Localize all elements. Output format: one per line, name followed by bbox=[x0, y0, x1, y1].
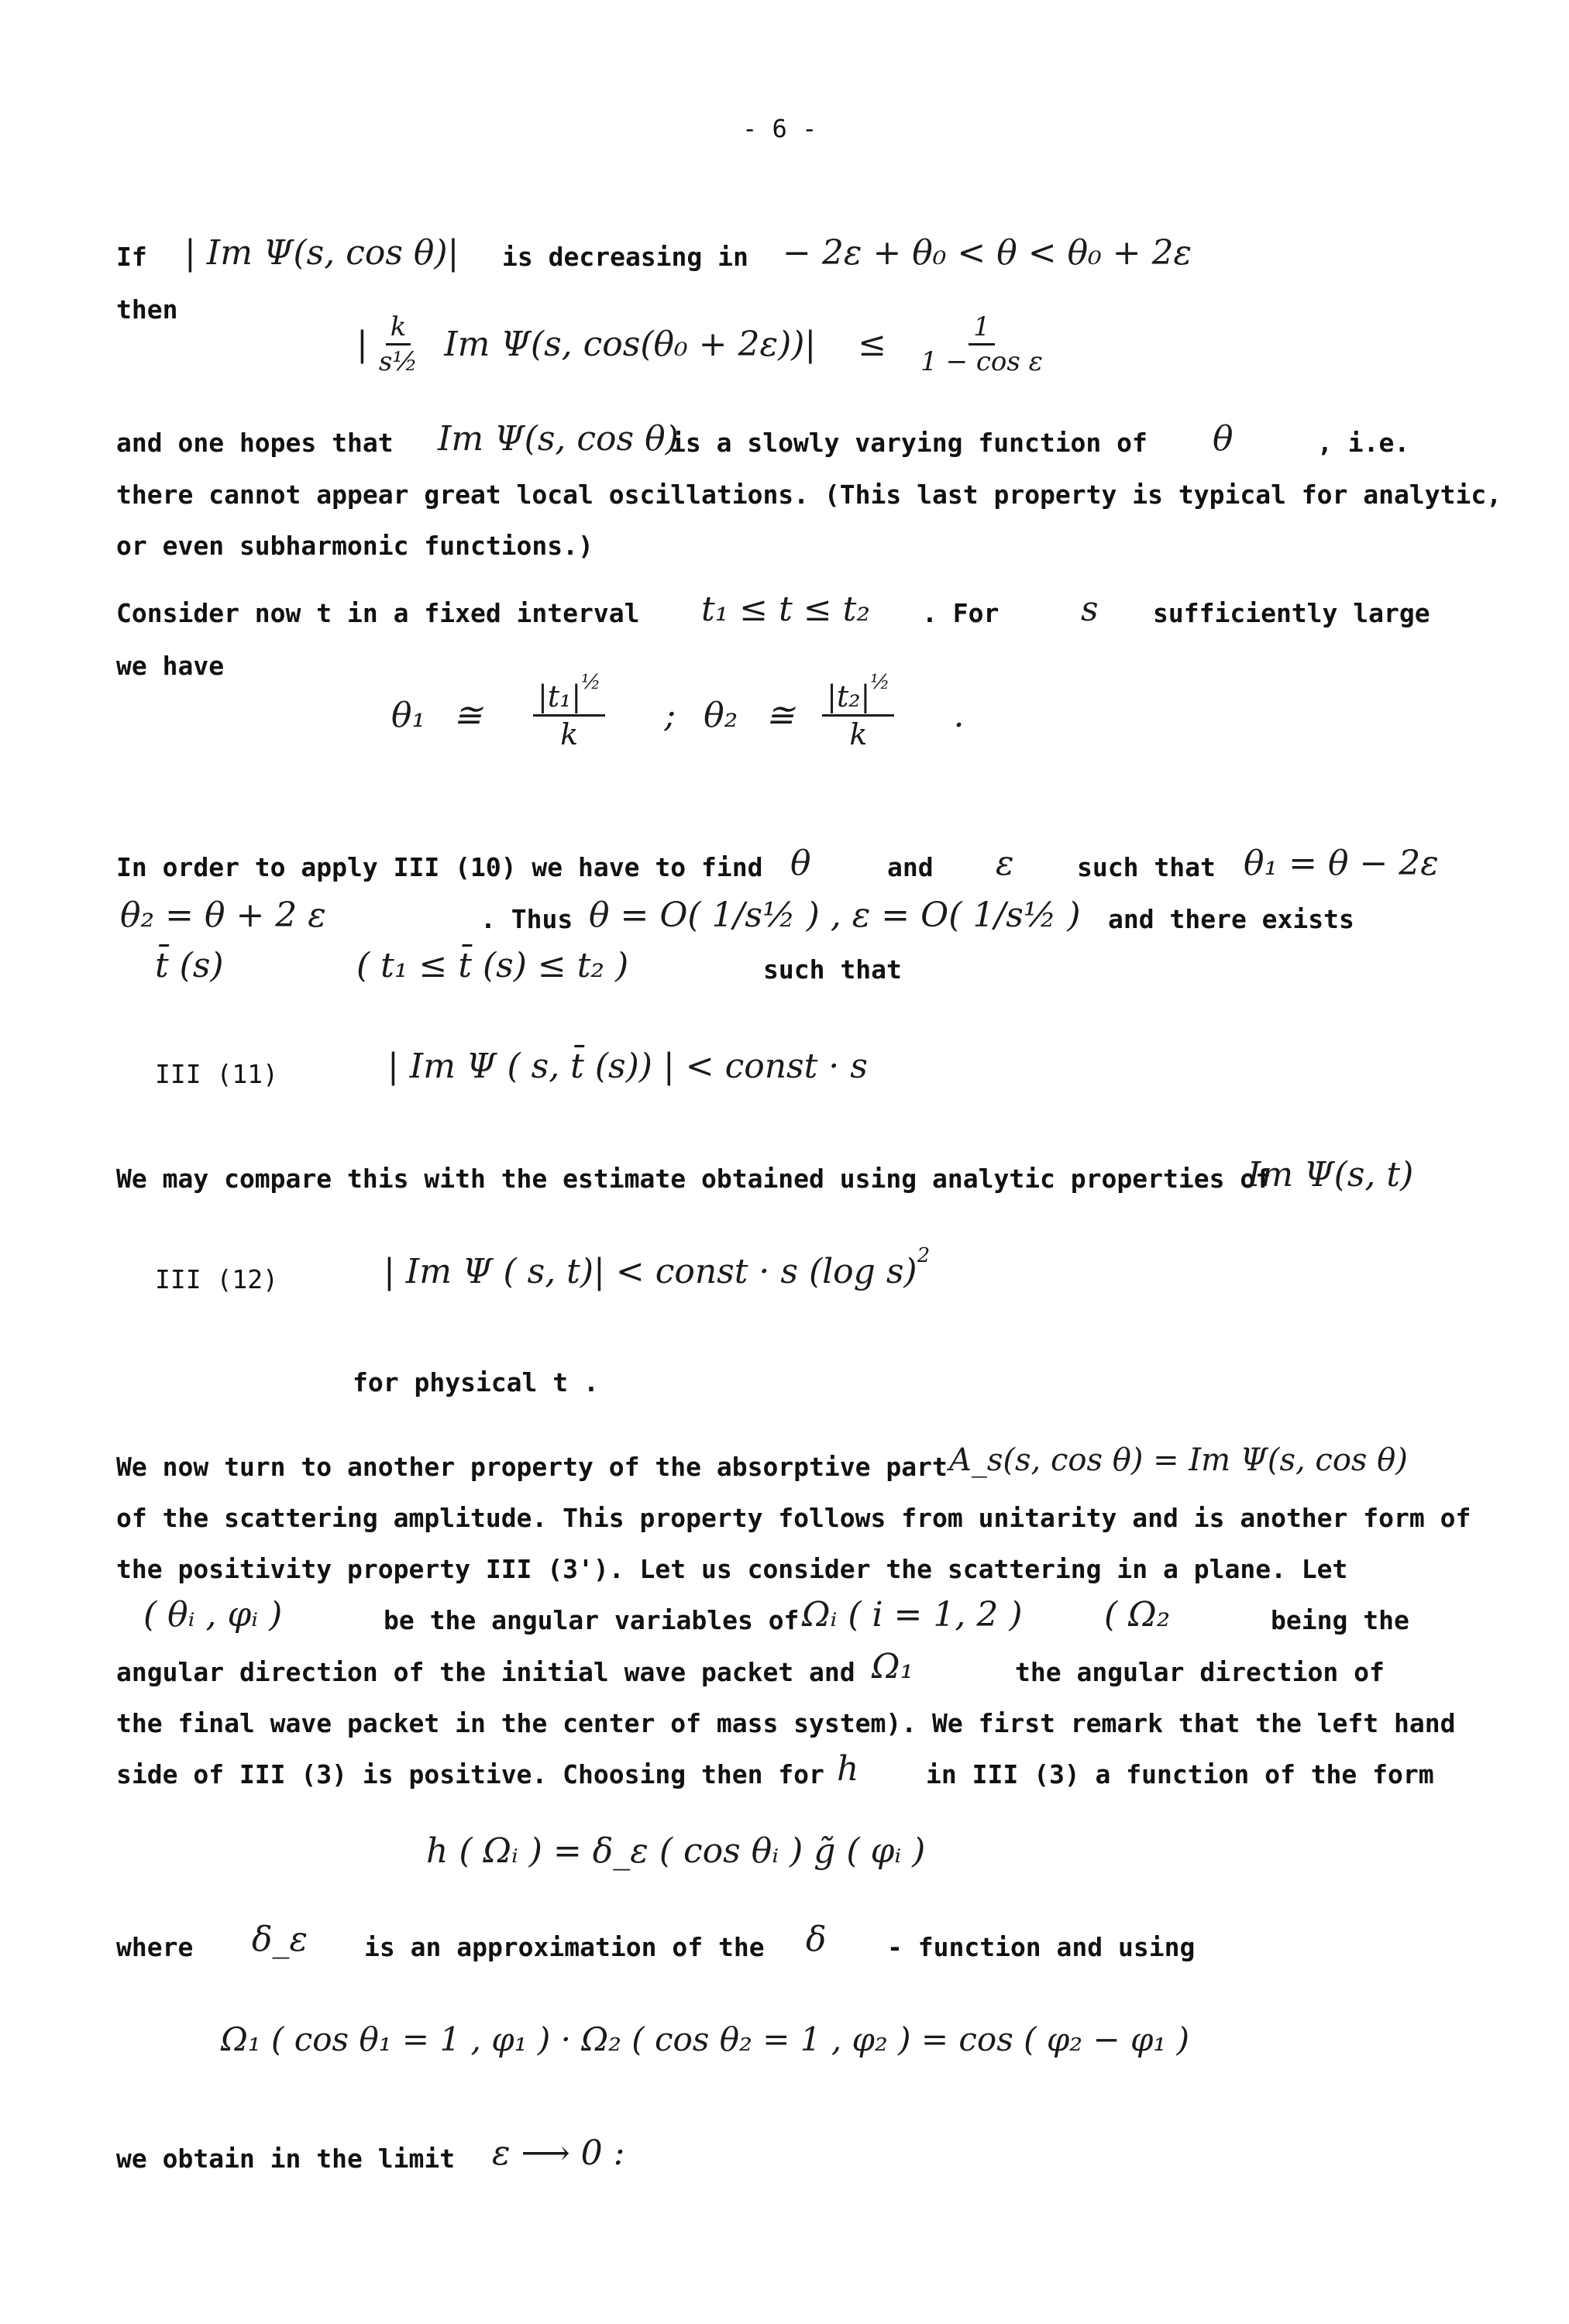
eq-theta-theta1: θ₁ bbox=[391, 695, 426, 735]
p6-l4-expr2: Ωᵢ ( i = 1, 2 ) bbox=[802, 1595, 1023, 1635]
p8-a: we obtain in the limit bbox=[116, 2144, 456, 2174]
p6-l6: the final wave packet in the center of mass system). We first remark that the left hand bbox=[116, 1708, 1456, 1738]
p2-line1-theta: θ bbox=[1213, 419, 1234, 459]
eq12-exp: 2 bbox=[917, 1244, 931, 1267]
p7-where: where bbox=[116, 1932, 194, 1962]
p2-line2: there cannot appear great local oscillations. (This last property is typical for analytic, bbox=[116, 480, 1502, 510]
eq12-expr: | Im Ψ ( s, t)| < const · s (log s) bbox=[384, 1252, 917, 1291]
p1-decreasing: is decreasing in bbox=[502, 242, 748, 272]
p3-a: Consider now t in a fixed interval bbox=[116, 598, 640, 628]
p8-expr: ε ⟶ 0 : bbox=[492, 2133, 625, 2173]
p6-l7-h: h bbox=[837, 1749, 859, 1789]
eq-theta-num1-text: |t₁| bbox=[538, 679, 582, 713]
eq11-expr: | Im Ψ ( s, t̄ (s)) | < const · s bbox=[387, 1047, 868, 1086]
p5-a: We may compare this with the estimate obtained using analytic properties of bbox=[116, 1164, 1271, 1194]
p4-l3-b: such that bbox=[763, 954, 902, 985]
p5-expr: Im Ψ(s, t) bbox=[1247, 1155, 1414, 1195]
p4-l1-such: such that bbox=[1077, 852, 1216, 882]
eq-bound bbox=[356, 311, 1043, 377]
p6-l7-a: side of III (3) is positive. Choosing then for bbox=[116, 1759, 824, 1789]
p3-b: . For bbox=[922, 598, 1000, 628]
page-number: - 6 - bbox=[742, 114, 817, 143]
eq-theta-frac2 bbox=[822, 671, 894, 751]
eq-theta-sep: ; bbox=[664, 695, 676, 735]
eq-bound-frac-num: k bbox=[386, 314, 411, 346]
p2-line3: or even subharmonic functions.) bbox=[116, 531, 594, 561]
p3-s: s bbox=[1081, 590, 1099, 629]
eq-h: h ( Ωᵢ ) = δ_ε ( cos θᵢ ) g̃ ( φᵢ ) bbox=[426, 1831, 926, 1871]
eq-bound-le: ≤ bbox=[858, 324, 887, 364]
eq-theta-approx1: ≅ bbox=[453, 695, 483, 735]
eq-theta bbox=[391, 671, 965, 751]
p2-line1-expr: Im Ψ(s, cos θ) bbox=[438, 419, 679, 459]
p6-l5-b: the angular direction of bbox=[1015, 1657, 1385, 1687]
p4-l1-and: and bbox=[887, 852, 934, 882]
eq-theta-den2: k bbox=[849, 717, 868, 751]
eq-theta-num2 bbox=[822, 671, 894, 717]
p6-l5-expr: Ω₁ bbox=[872, 1647, 914, 1686]
eq-bound-rhs-den: 1 − cos ε bbox=[920, 346, 1043, 377]
eq-bound-frac-den: s½ bbox=[378, 346, 418, 377]
p6-l3: the positivity property III (3'). Let us consider the scattering in a plane. Let bbox=[116, 1554, 1348, 1584]
eq12-expr-wrap bbox=[384, 1244, 931, 1291]
p4-l1-a: In order to apply III (10) we have to find bbox=[116, 852, 763, 882]
p4-l1-theta: θ bbox=[790, 844, 811, 883]
p6-l2: of the scattering amplitude. This property follows from unitarity and is another form of bbox=[116, 1503, 1471, 1533]
eq-theta-exp2: ½ bbox=[870, 671, 890, 694]
eq-theta-num1 bbox=[533, 671, 605, 717]
p7-delta: δ bbox=[806, 1920, 827, 1959]
eq-theta-approx2: ≅ bbox=[766, 695, 795, 735]
p6-l4-b: being the bbox=[1271, 1605, 1409, 1635]
p3-line2: we have bbox=[116, 651, 225, 681]
p2-line1-c: , i.e. bbox=[1317, 428, 1410, 458]
eq-bound-rhs-num: 1 bbox=[969, 314, 995, 346]
p3-c: sufficiently large bbox=[1153, 598, 1430, 628]
p6-l4-expr3: ( Ω₂ bbox=[1104, 1595, 1171, 1635]
eq-bound-open: | bbox=[356, 324, 368, 364]
p6-l1-a: We now turn to another property of the absorptive part bbox=[116, 1452, 948, 1482]
p4-l2-expr2: θ = O( 1/s½ ) , ε = O( 1/s½ ) bbox=[589, 896, 1081, 935]
p1-if: If bbox=[116, 242, 147, 272]
eq-bound-rest: Im Ψ(s, cos(θ₀ + 2ε))| bbox=[444, 324, 817, 364]
eq-omega: Ω₁ ( cos θ₁ = 1 , φ₁ ) · Ω₂ ( cos θ₂ = 1 , φ₂ ) = cos ( φ₂ − φ₁ ) bbox=[221, 2020, 1189, 2058]
p6-l7-b: in III (3) a function of the form bbox=[926, 1759, 1434, 1789]
p2-line1-a: and one hopes that bbox=[116, 428, 394, 458]
eq12-label: III (12) bbox=[155, 1264, 278, 1294]
p1-expr-im-psi: | Im Ψ(s, cos θ)| bbox=[184, 233, 459, 273]
eq-bound-rhs-frac bbox=[920, 311, 1043, 377]
eq-theta-num2-text: |t₂| bbox=[827, 679, 871, 713]
p6-l4-expr1: ( θᵢ , φᵢ ) bbox=[143, 1595, 283, 1635]
eq-theta-dot: . bbox=[953, 695, 965, 735]
p2-line1-b: is a slowly varying function of bbox=[670, 428, 1148, 458]
p7-delta-eps: δ_ε bbox=[252, 1920, 308, 1959]
eq-bound-frac bbox=[378, 311, 418, 377]
p6-l1-expr: A_s(s, cos θ) = Im Ψ(s, cos θ) bbox=[949, 1442, 1408, 1478]
p1-then: then bbox=[116, 294, 178, 325]
p7-a: is an approximation of the bbox=[364, 1932, 765, 1962]
p3-interval: t₁ ≤ t ≤ t₂ bbox=[701, 590, 871, 629]
p4-l1-eps: ε bbox=[996, 844, 1014, 883]
eq-theta-exp1: ½ bbox=[581, 671, 601, 694]
p4-l3-expr1: t̄ (s) bbox=[155, 946, 224, 985]
p1-range: − 2ε + θ₀ < θ < θ₀ + 2ε bbox=[783, 233, 1192, 273]
p6-l4-a: be the angular variables of bbox=[384, 1605, 800, 1635]
eq-theta-frac1 bbox=[533, 671, 605, 751]
p4-l2-b: and there exists bbox=[1108, 904, 1354, 934]
eq-theta-den1: k bbox=[560, 717, 579, 751]
eq-theta-theta2: θ₂ bbox=[704, 695, 738, 735]
p4-l3-expr2: ( t₁ ≤ t̄ (s) ≤ t₂ ) bbox=[356, 946, 629, 985]
p4-l2-expr1: θ₂ = θ + 2 ε bbox=[120, 896, 326, 935]
p4-l2-thus: . Thus bbox=[480, 904, 573, 934]
eq11-label: III (11) bbox=[155, 1059, 278, 1089]
p6-l5-a: angular direction of the initial wave packet and bbox=[116, 1657, 855, 1687]
p7-b: - function and using bbox=[887, 1932, 1196, 1962]
p4-l1-expr: θ₁ = θ − 2ε bbox=[1244, 844, 1439, 883]
eq12-note: for physical t . bbox=[353, 1367, 599, 1397]
